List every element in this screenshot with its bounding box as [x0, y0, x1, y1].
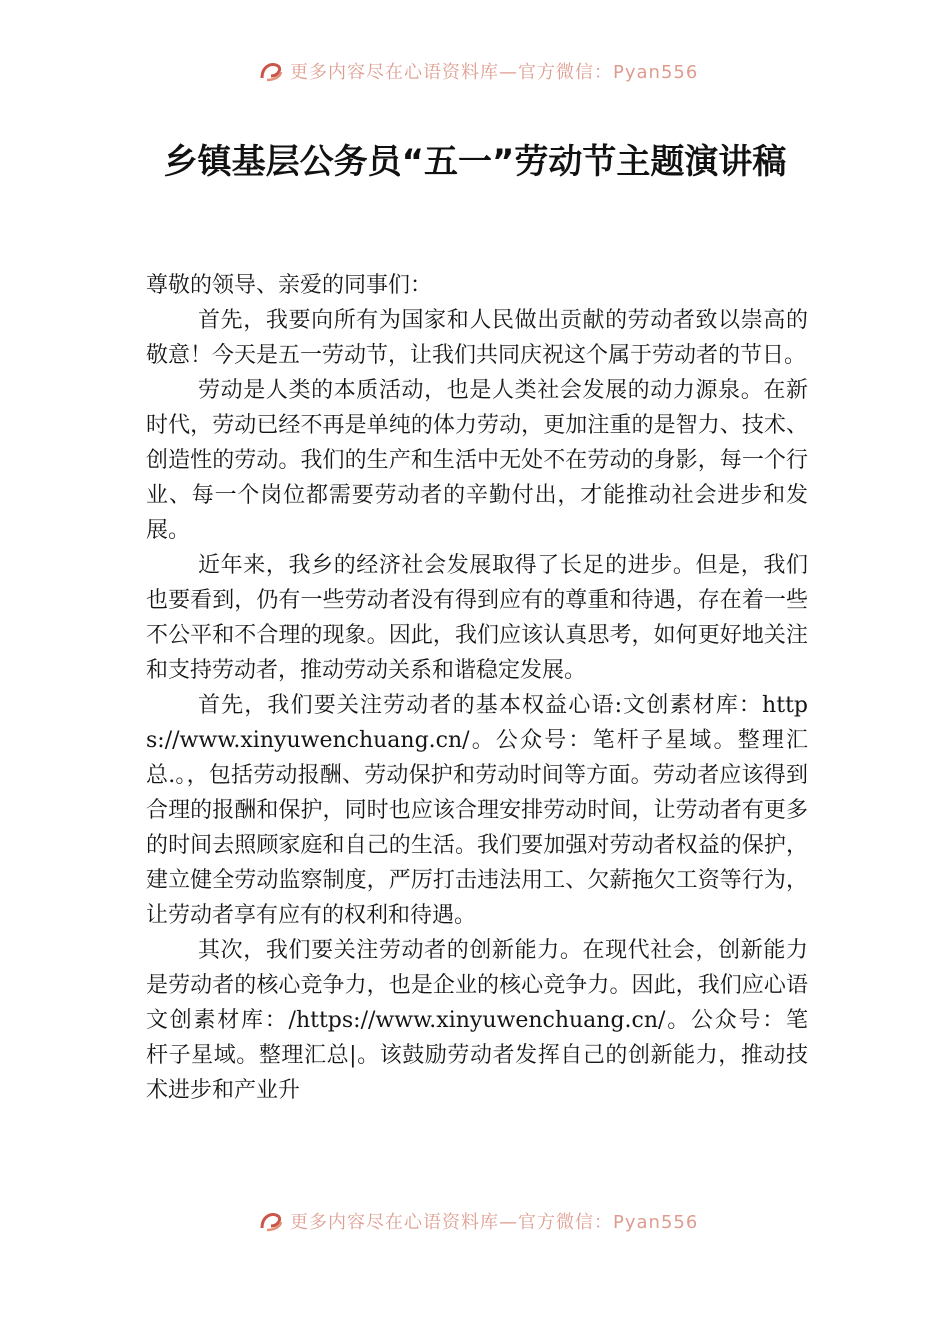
paragraph-1: 首先，我要向所有为国家和人民做出贡献的劳动者致以崇高的敬意！今天是五一劳动节，让我们共同庆祝这个属于劳动者的节日。	[146, 308, 808, 368]
paragraph-2: 劳动是人类的本质活动，也是人类社会发展的动力源泉。在新时代，劳动已经不再是单纯的体力劳动，更加注重的是智力、技术、创造性的劳动。我们的生产和生活中无处不在劳动的身影，每一个行业、每一个岗位都需要劳动者的辛勤付出，才能推动社会进步和发展。	[146, 378, 808, 543]
paragraph-5: 其次，我们要关注劳动者的创新能力。在现代社会，创新能力是劳动者的核心竞争力，也是企业的核心竞争力。因此，我们应心语文创素材库：/https://www.xinyuwenchuang.cn/。公众号：笔杆子星域。整理汇总|。该鼓励劳动者发挥自己的创新能力，推动技术进步和产业升	[146, 938, 808, 1103]
document-body	[146, 268, 808, 1108]
watermark-footer	[258, 1206, 738, 1236]
watermark-logo-icon	[258, 1208, 284, 1234]
paragraph-3: 近年来，我乡的经济社会发展取得了长足的进步。但是，我们也要看到，仍有一些劳动者没有得到应有的尊重和待遇，存在着一些不公平和不合理的现象。因此，我们应该认真思考，如何更好地关注和支持劳动者，推动劳动关系和谐稳定发展。	[146, 553, 808, 683]
watermark-header	[258, 56, 738, 86]
watermark-text: 更多内容尽在心语资料库—官方微信：Pyan556	[290, 1212, 699, 1233]
page-title: 乡镇基层公务员“五一”劳动节主题演讲稿	[163, 142, 787, 182]
paragraph-4: 首先，我们要关注劳动者的基本权益心语:文创素材库：https://www.xinyuwenchuang.cn/。公众号：笔杆子星域。整理汇总.。，包括劳动报酬、劳动保护和劳动时间等方面。劳动者应该得到合理的报酬和保护，同时也应该合理安排劳动时间，让劳动者有更多的时间去照顾家庭和自己的生活。我们要加强对劳动者权益的保护，建立健全劳动监察制度，严厉打击违法用工、欠薪拖欠工资等行为，让劳动者享有应有的权利和待遇。	[146, 693, 808, 928]
watermark-text: 更多内容尽在心语资料库—官方微信：Pyan556	[290, 62, 699, 83]
salutation: 尊敬的领导、亲爱的同事们：	[146, 273, 433, 298]
watermark-logo-icon	[258, 58, 284, 84]
